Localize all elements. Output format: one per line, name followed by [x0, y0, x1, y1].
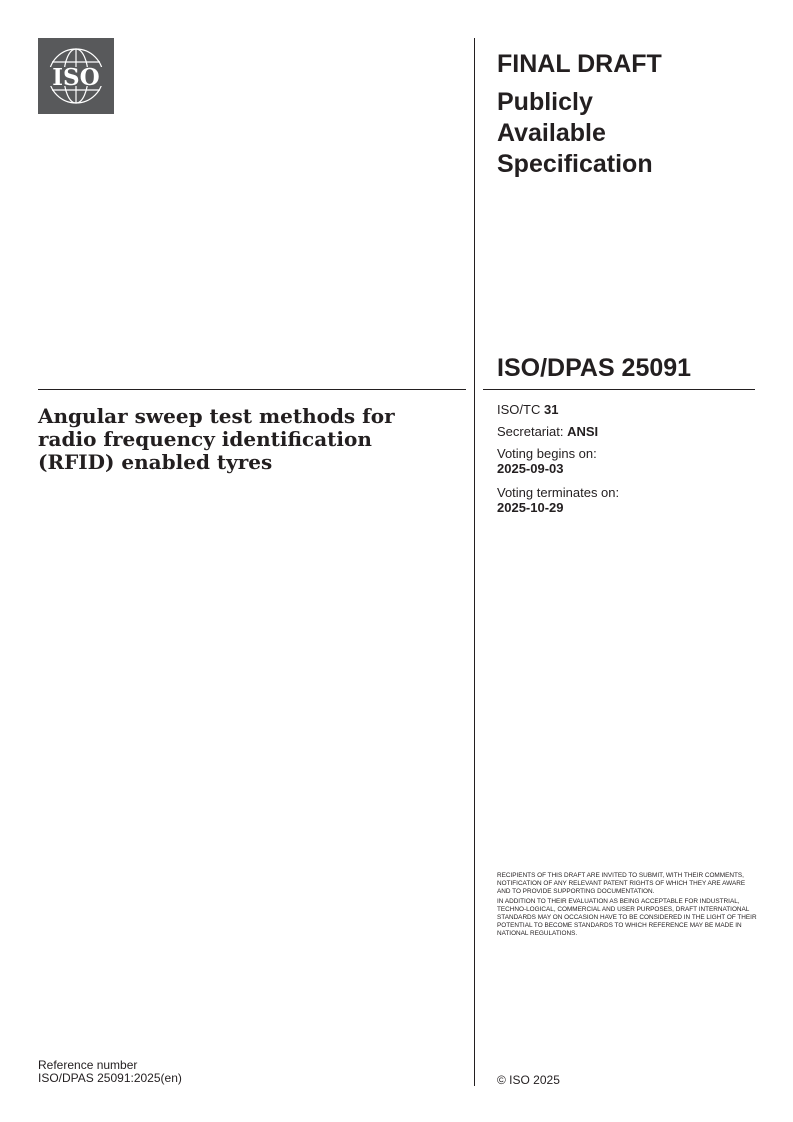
iso-logo [38, 38, 114, 114]
document-metadata [497, 402, 757, 524]
secretariat-label: Secretariat: [497, 424, 564, 439]
voting-begins-row [497, 446, 757, 476]
draft-notice [497, 872, 757, 940]
document-type-line: Specification [497, 150, 653, 178]
iso-logo-text: ISO [52, 64, 100, 91]
document-type [497, 87, 737, 180]
docnum-divider [483, 389, 755, 390]
voting-terminates-date: 2025-10-29 [497, 500, 564, 515]
document-number: ISO/DPAS 25091 [497, 354, 692, 382]
title-line: Angular sweep test methods for [38, 404, 395, 428]
document-title [38, 405, 458, 474]
reference-value: ISO/DPAS 25091:2025(en) [38, 1071, 182, 1085]
committee-value: 31 [543, 402, 559, 417]
committee-row [497, 402, 757, 417]
copyright-notice: © ISO 2025 [497, 1073, 560, 1087]
reference-label: Reference number [38, 1058, 138, 1072]
title-line: (RFID) enabled tyres [38, 450, 273, 474]
title-divider [38, 389, 466, 390]
secretariat-row [497, 424, 757, 439]
reference-number [38, 1059, 182, 1085]
title-line: radio frequency identification [38, 427, 372, 451]
voting-begins-date: 2025-09-03 [497, 461, 564, 476]
iso-globe-icon [38, 38, 114, 114]
committee-label: ISO/TC [497, 402, 541, 417]
voting-begins-label: Voting begins on: [497, 446, 597, 461]
document-type-line: Available [497, 119, 606, 147]
notice-paragraph: RECIPIENTS OF THIS DRAFT ARE INVITED TO SUBMIT, WITH THEIR COMMENTS, NOTIFICATION OF ANY RELEVANT PATENT RIGHTS OF WHICH THEY ARE AWARE AND TO PROVIDE SUPPORTING DOCUMENTATION. [497, 872, 746, 895]
draft-status: FINAL DRAFT [497, 50, 662, 78]
document-type-line: Publicly [497, 88, 593, 116]
vertical-divider [474, 38, 475, 1086]
voting-terminates-label: Voting terminates on: [497, 485, 620, 500]
notice-paragraph: IN ADDITION TO THEIR EVALUATION AS BEING ACCEPTABLE FOR INDUSTRIAL, TECHNO-LOGICAL, COMMERCIAL AND USER PURPOSES, DRAFT INTERNATIONAL STANDARDS MAY ON OCCASION HAVE TO BE CONSIDERED IN THE LIGHT OF THEIR POTENTIAL TO BECOME STANDARDS TO WHICH REFERENCE MAY BE MADE IN NATIONAL REGULATIONS. [497, 898, 757, 937]
secretariat-value: ANSI [567, 424, 599, 439]
voting-terminates-row [497, 485, 757, 515]
